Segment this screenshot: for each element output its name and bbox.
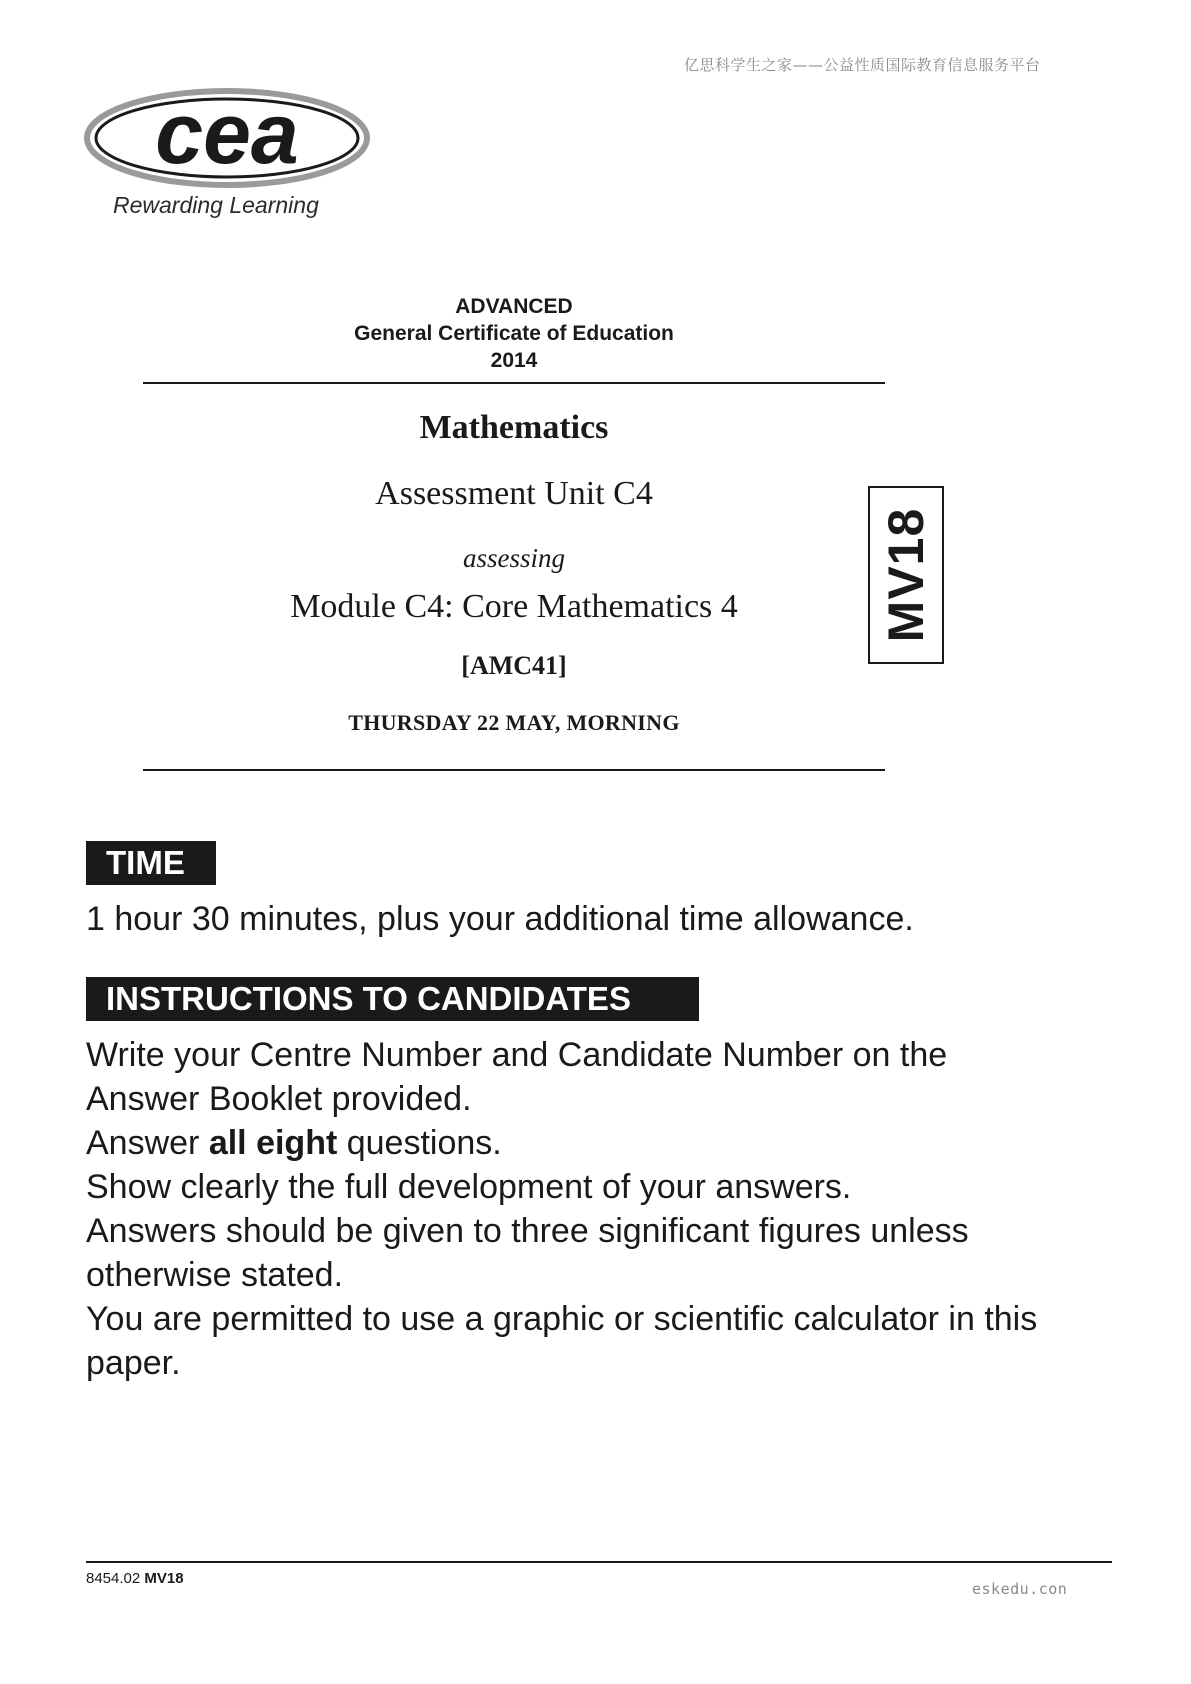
watermark-bottom: eskedu.con [972,1580,1068,1598]
exam-date: THURSDAY 22 MAY, MORNING [348,710,680,735]
footer-ref-code: MV18 [144,1570,184,1587]
module-title: Module C4: Core Mathematics 4 [290,588,738,625]
instruction-line: Answers should be given to three significant figures unless [86,1212,969,1250]
instruction-line [86,1121,1126,1165]
level-text: ADVANCED [455,295,573,318]
footer-ref-number: 8454.02 [86,1570,141,1587]
cea-logo [84,84,374,189]
instruction-line: You are permitted to use a graphic or scientific calculator in this [86,1300,1038,1338]
instruction-line: otherwise stated. [86,1256,344,1294]
instructions-heading: INSTRUCTIONS TO CANDIDATES [86,977,699,1021]
instruction-emphasis: all eight [208,1124,338,1162]
qualification-header [143,293,885,374]
paper-code: [AMC41] [461,651,567,680]
subject-title: Mathematics [419,409,609,446]
instruction-line: paper. [86,1344,181,1382]
time-text: 1 hour 30 minutes, plus your additional time allowance. [86,900,914,938]
instruction-line: Write your Centre Number and Candidate Number on the [86,1036,948,1074]
instruction-line: Show clearly the full development of your answers. [86,1168,852,1206]
logo-text: cea [155,86,299,182]
assessing-label: assessing [462,543,565,573]
divider-bottom [143,769,885,771]
side-code-label: MV18 [878,507,934,643]
footer-reference [86,1570,184,1587]
divider-top [143,382,885,384]
instructions-list [86,1033,1126,1385]
time-heading: TIME [86,841,216,885]
year-text: 2014 [490,349,538,372]
instruction-line: Answer Booklet provided. [86,1080,472,1118]
instruction-text: Answer [86,1124,209,1162]
instruction-text: questions. [337,1124,502,1162]
logo-tagline: Rewarding Learning [113,192,319,218]
watermark-top: 亿思科学生之家——公益性质国际教育信息服务平台 [684,56,1041,74]
side-code-box [868,486,944,664]
footer-divider [86,1561,1112,1563]
assessment-unit: Assessment Unit C4 [375,475,653,512]
qualification-text: General Certificate of Education [354,322,674,345]
